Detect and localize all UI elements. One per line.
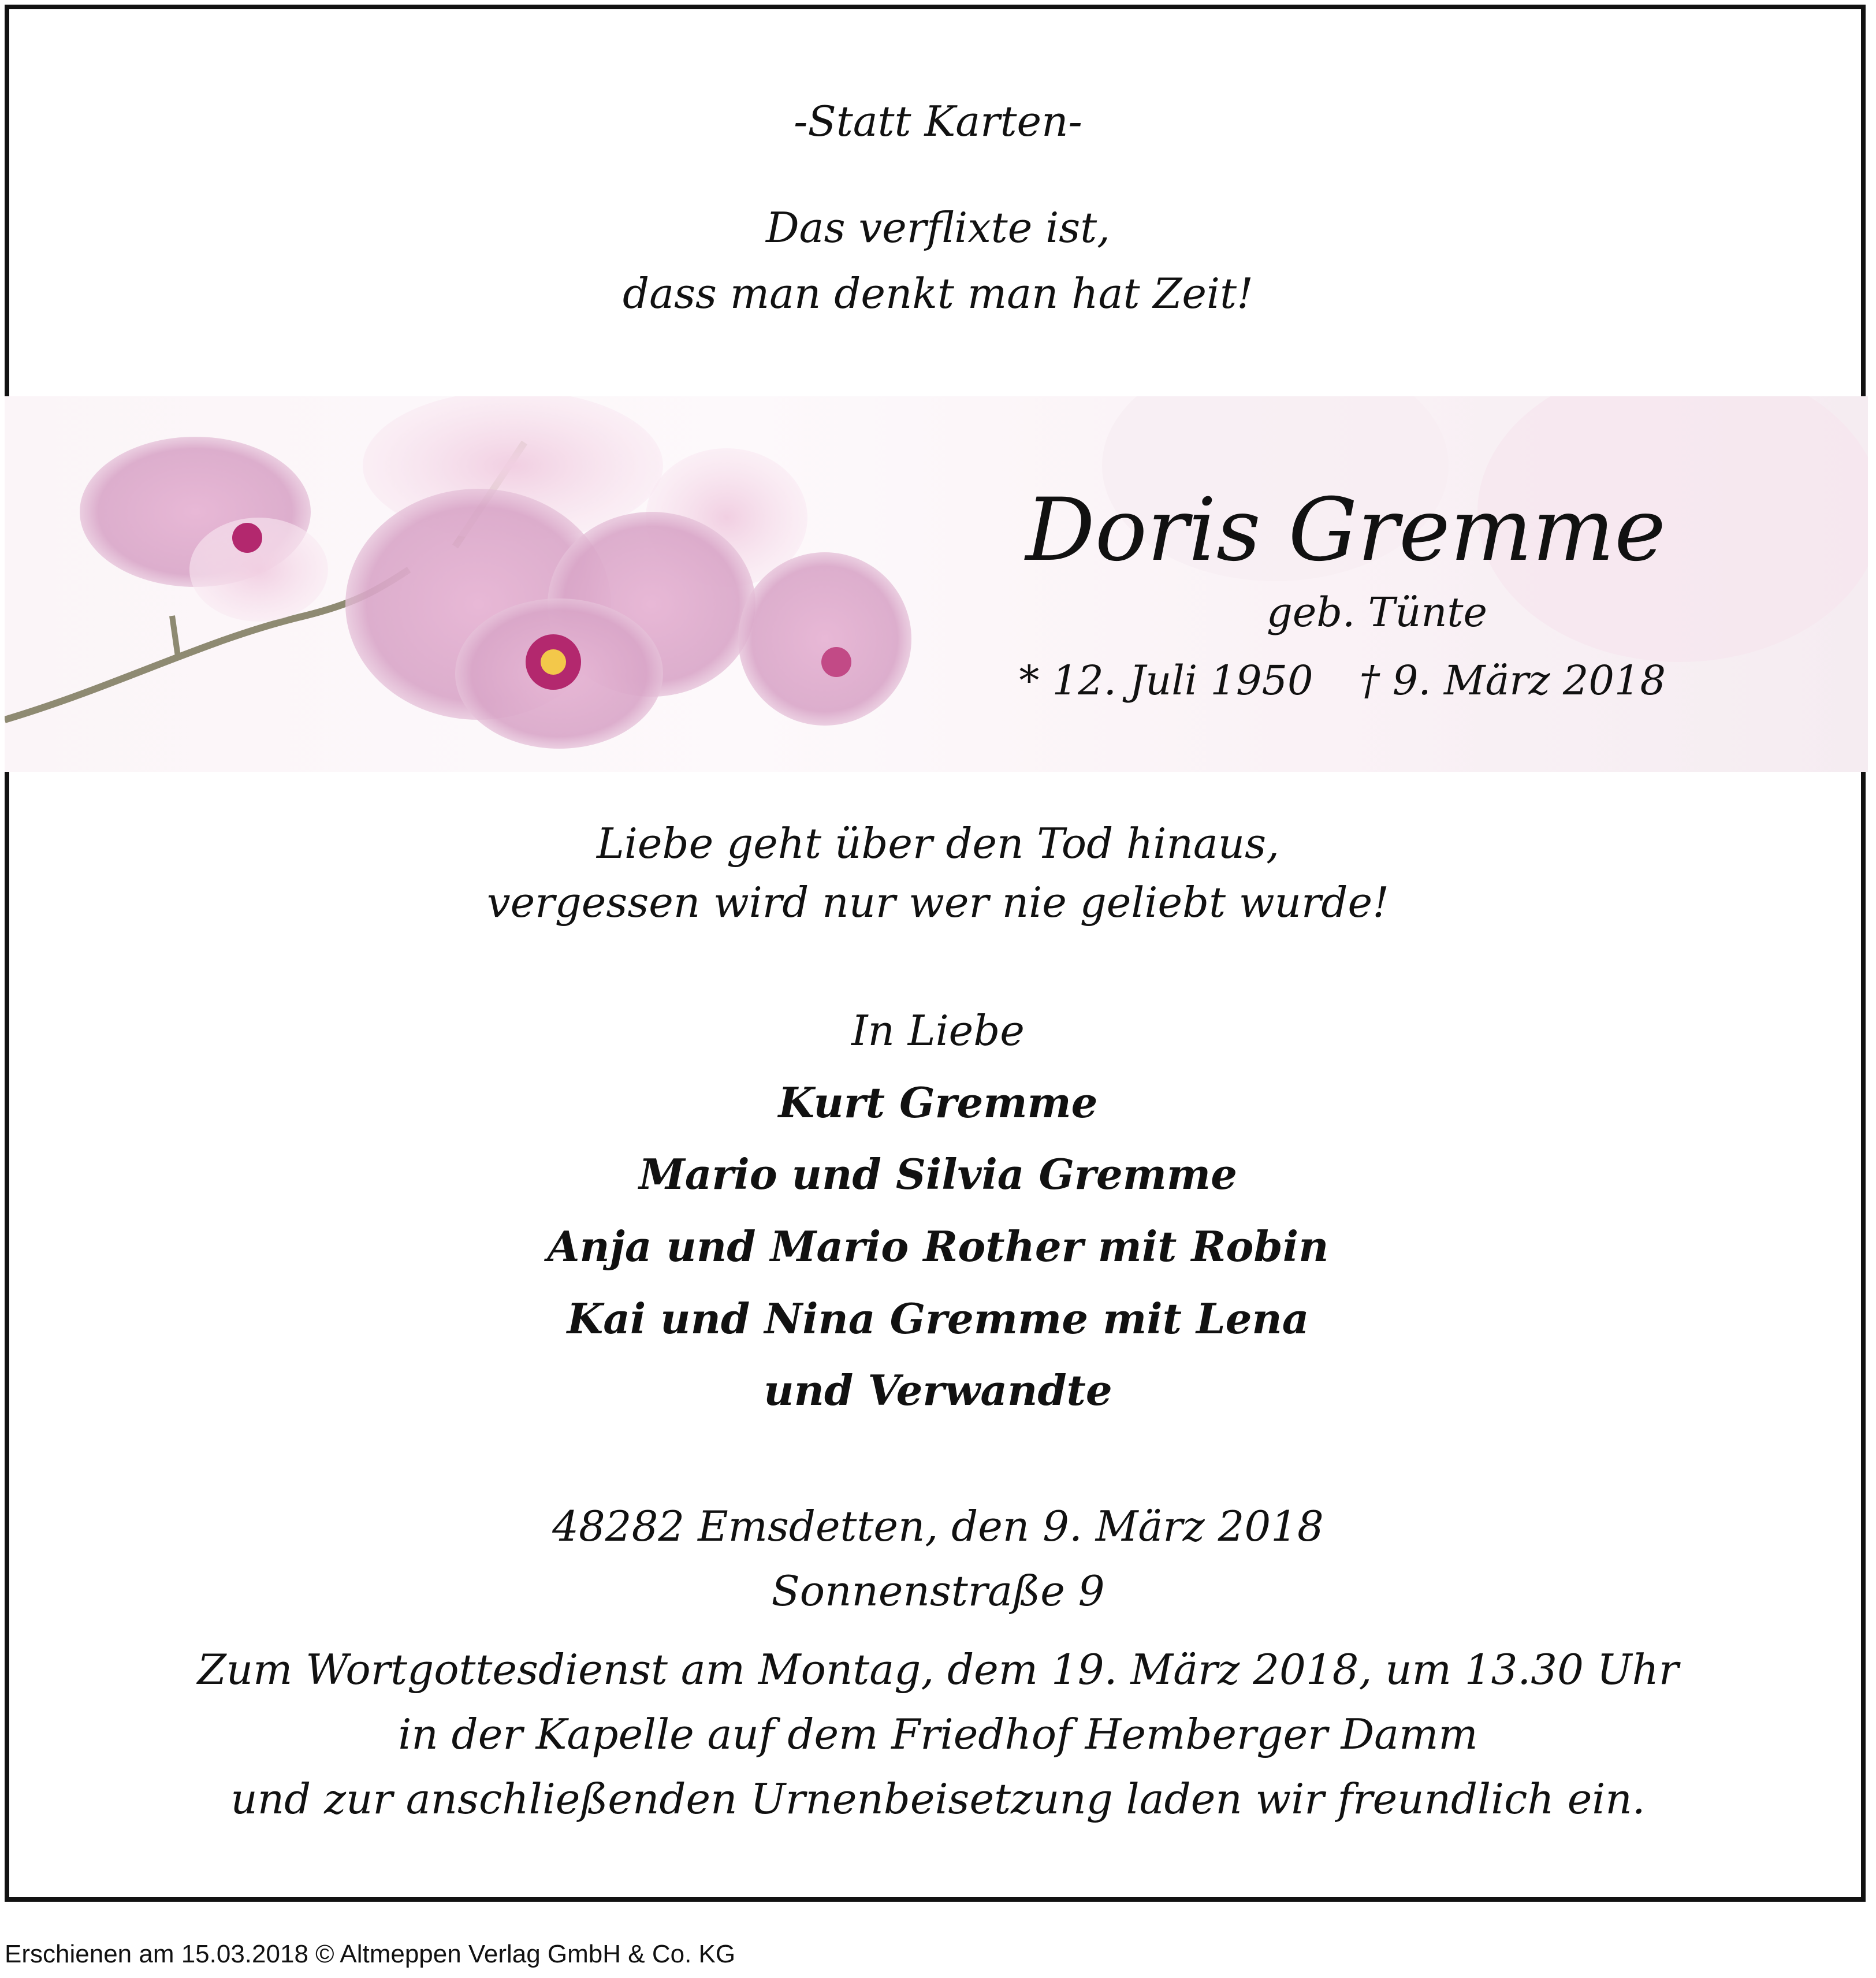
service-line-3: und zur anschließenden Urnenbeisetzung laden wir freundlich ein. <box>230 1775 1646 1823</box>
name-block <box>915 480 1666 704</box>
service-line-2: in der Kapelle auf dem Friedhof Hemberger Damm <box>398 1710 1478 1758</box>
life-dates <box>915 657 1666 704</box>
place-date: 48282 Emsdetten, den 9. März 2018 <box>552 1502 1324 1551</box>
deceased-name: Doris Gremme <box>1025 480 1666 581</box>
death-date: † 9. März 2018 <box>1359 657 1666 704</box>
orchid-banner <box>5 396 1868 772</box>
in-liebe: In Liebe <box>851 1006 1025 1055</box>
mourner-name: Anja und Mario Rother mit Robin <box>547 1222 1329 1271</box>
publication-credit: Erschienen am 15.03.2018 © Altmeppen Verlag GmbH & Co. KG <box>5 1940 736 1968</box>
mourner-name: und Verwandte <box>764 1366 1112 1415</box>
mourner-name: Kai und Nina Gremme mit Lena <box>567 1294 1309 1343</box>
street-address: Sonnenstraße 9 <box>771 1567 1105 1615</box>
mourner-name: Mario und Silvia Gremme <box>639 1150 1237 1199</box>
statt-karten: -Statt Karten- <box>794 97 1082 146</box>
quote-line-1: Das verflixte ist, <box>765 203 1111 252</box>
service-line-1: Zum Wortgottesdienst am Montag, dem 19. März 2018, um 13.30 Uhr <box>197 1645 1679 1694</box>
verse-line-1: Liebe geht über den Tod hinaus, <box>597 819 1279 868</box>
verse-line-2: vergessen wird nur wer nie geliebt wurde! <box>486 878 1390 927</box>
birth-date: * 12. Juli 1950 <box>1019 657 1313 704</box>
quote-line-2: dass man denkt man hat Zeit! <box>623 269 1253 318</box>
maiden-name: geb. Tünte <box>1267 589 1487 636</box>
mourner-name: Kurt Gremme <box>778 1078 1098 1127</box>
